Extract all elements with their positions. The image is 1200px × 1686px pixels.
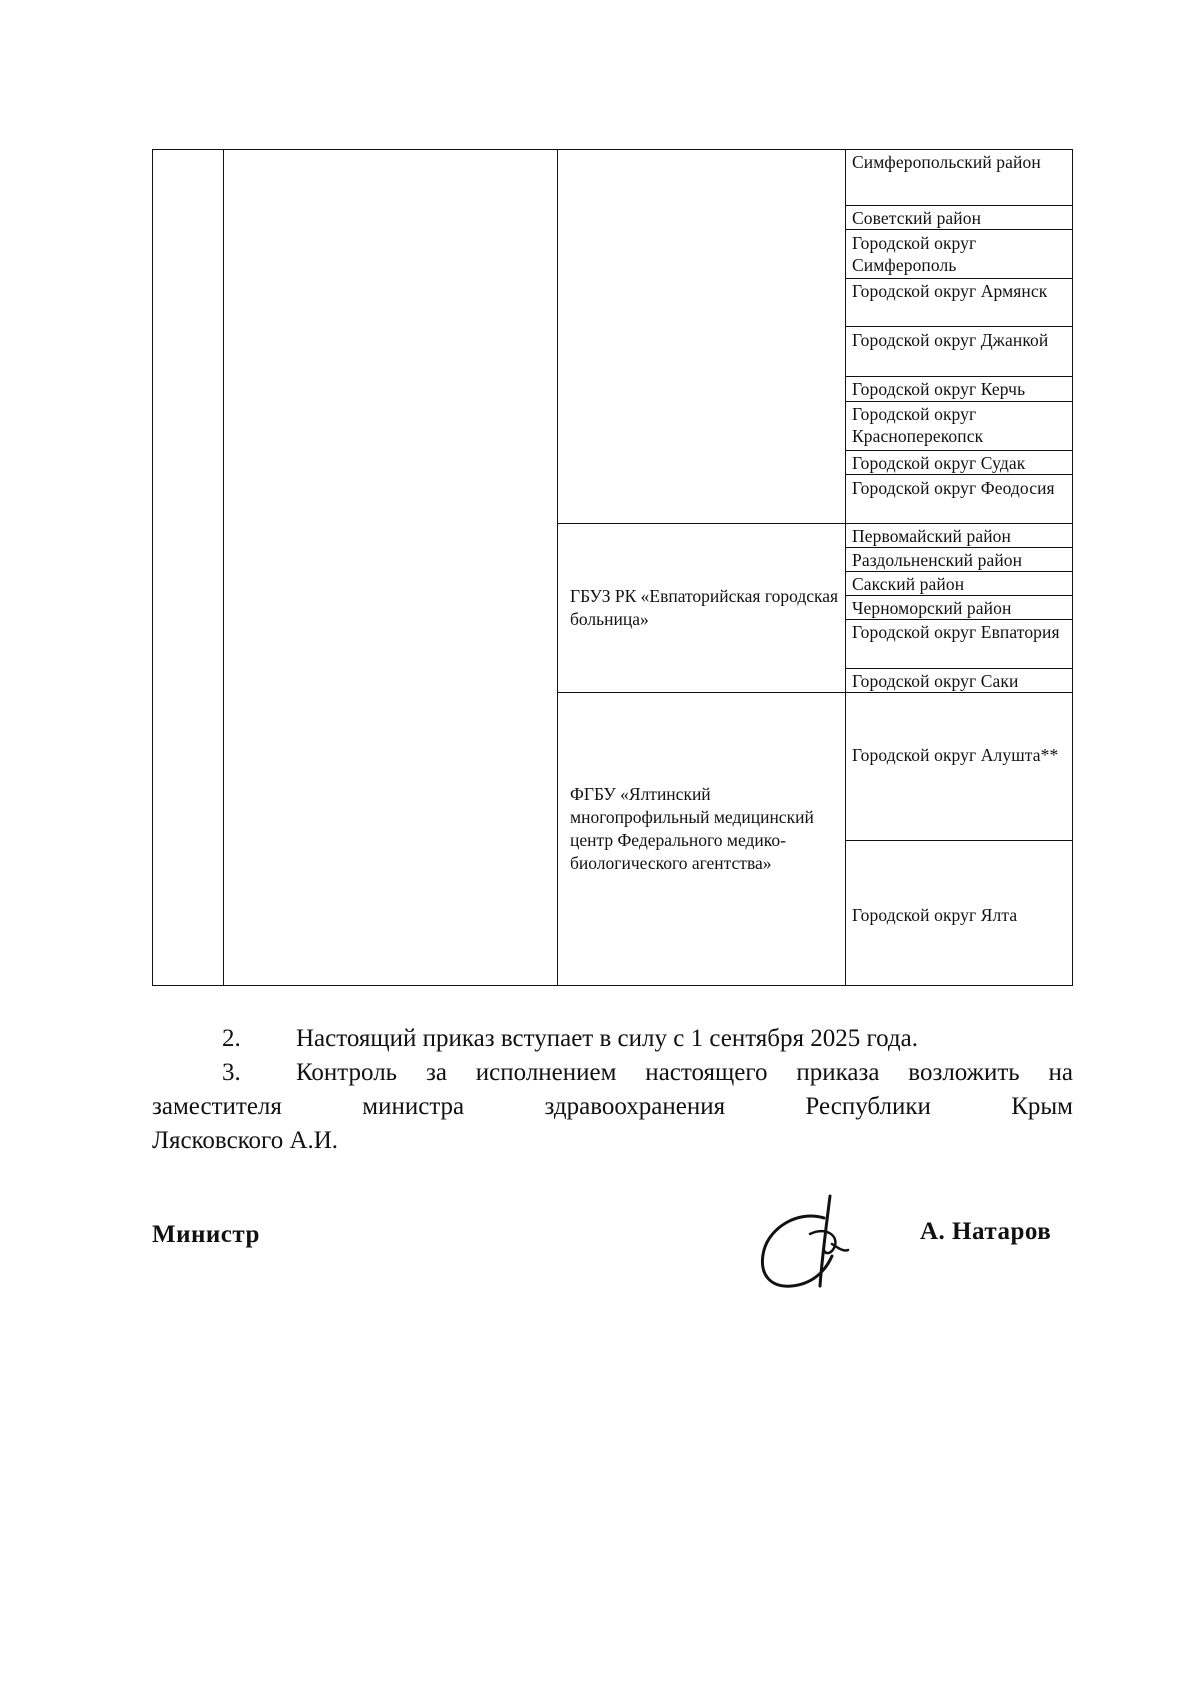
row-divider bbox=[845, 840, 1073, 841]
district-cell: Городской округ Армянск bbox=[852, 281, 1048, 301]
organization-cell: ГБУЗ РК «Евпаторийская городская больница» bbox=[570, 586, 839, 629]
district-cell: Городской округ Ялта bbox=[852, 905, 1018, 925]
district-cell: Городской округ Судак bbox=[852, 453, 1026, 473]
table-col-divider-3 bbox=[845, 149, 846, 986]
district-cell: Городской округ Феодосия bbox=[852, 478, 1055, 498]
district-cell: Городской округ Симферополь bbox=[852, 233, 977, 275]
district-cell: Раздольненский район bbox=[852, 550, 1023, 570]
signatory-name: А. Натаров bbox=[920, 1218, 1052, 1245]
table-col-divider-1 bbox=[223, 149, 224, 986]
district-cell: Черноморский район bbox=[852, 598, 1012, 618]
paragraph-text: Настоящий приказ вступает в силу с 1 сентября 2025 года. bbox=[296, 1025, 918, 1052]
district-cell: Городской округ Красноперекопск bbox=[852, 404, 984, 446]
row-divider bbox=[845, 278, 1073, 279]
table-col-divider-2 bbox=[557, 149, 558, 986]
row-divider bbox=[845, 376, 1073, 377]
row-divider bbox=[845, 547, 1073, 548]
paragraph-text: Контроль за исполнением настоящего приказа возложить на bbox=[296, 1059, 1073, 1086]
org-row-divider bbox=[557, 523, 1073, 524]
paragraph-number: 3. bbox=[222, 1059, 241, 1086]
row-divider bbox=[845, 668, 1073, 669]
org-row-divider bbox=[557, 692, 1073, 693]
signatory-title: Министр bbox=[152, 1221, 260, 1248]
district-cell: Советский район bbox=[852, 208, 982, 228]
district-cell: Городской округ Евпатория bbox=[852, 622, 1060, 642]
row-divider bbox=[845, 205, 1073, 206]
district-cell: Первомайский район bbox=[852, 526, 1011, 546]
district-cell: Городской округ Керчь bbox=[852, 379, 1026, 399]
row-divider bbox=[845, 450, 1073, 451]
handwritten-signature bbox=[752, 1188, 862, 1298]
district-cell: Городской округ Джанкой bbox=[852, 330, 1049, 350]
row-divider bbox=[845, 571, 1073, 572]
district-cell: Городской округ Саки bbox=[852, 671, 1019, 691]
row-divider bbox=[845, 229, 1073, 230]
district-cell: Симферопольский район bbox=[852, 152, 1041, 172]
district-cell: Городской округ Алушта** bbox=[852, 745, 1059, 765]
paragraph-text: Лясковского А.И. bbox=[152, 1127, 339, 1154]
district-cell: Сакский район bbox=[852, 574, 965, 594]
row-divider bbox=[845, 401, 1073, 402]
row-divider bbox=[845, 474, 1073, 475]
paragraph-text: заместителя министра здравоохранения Республики Крым bbox=[152, 1093, 1073, 1120]
paragraph-number: 2. bbox=[222, 1025, 241, 1052]
row-divider bbox=[845, 595, 1073, 596]
row-divider bbox=[845, 619, 1073, 620]
organization-cell: ФГБУ «Ялтинский многопрофильный медицинский центр Федерального медико-биологического агентства» bbox=[570, 784, 814, 873]
row-divider bbox=[845, 326, 1073, 327]
